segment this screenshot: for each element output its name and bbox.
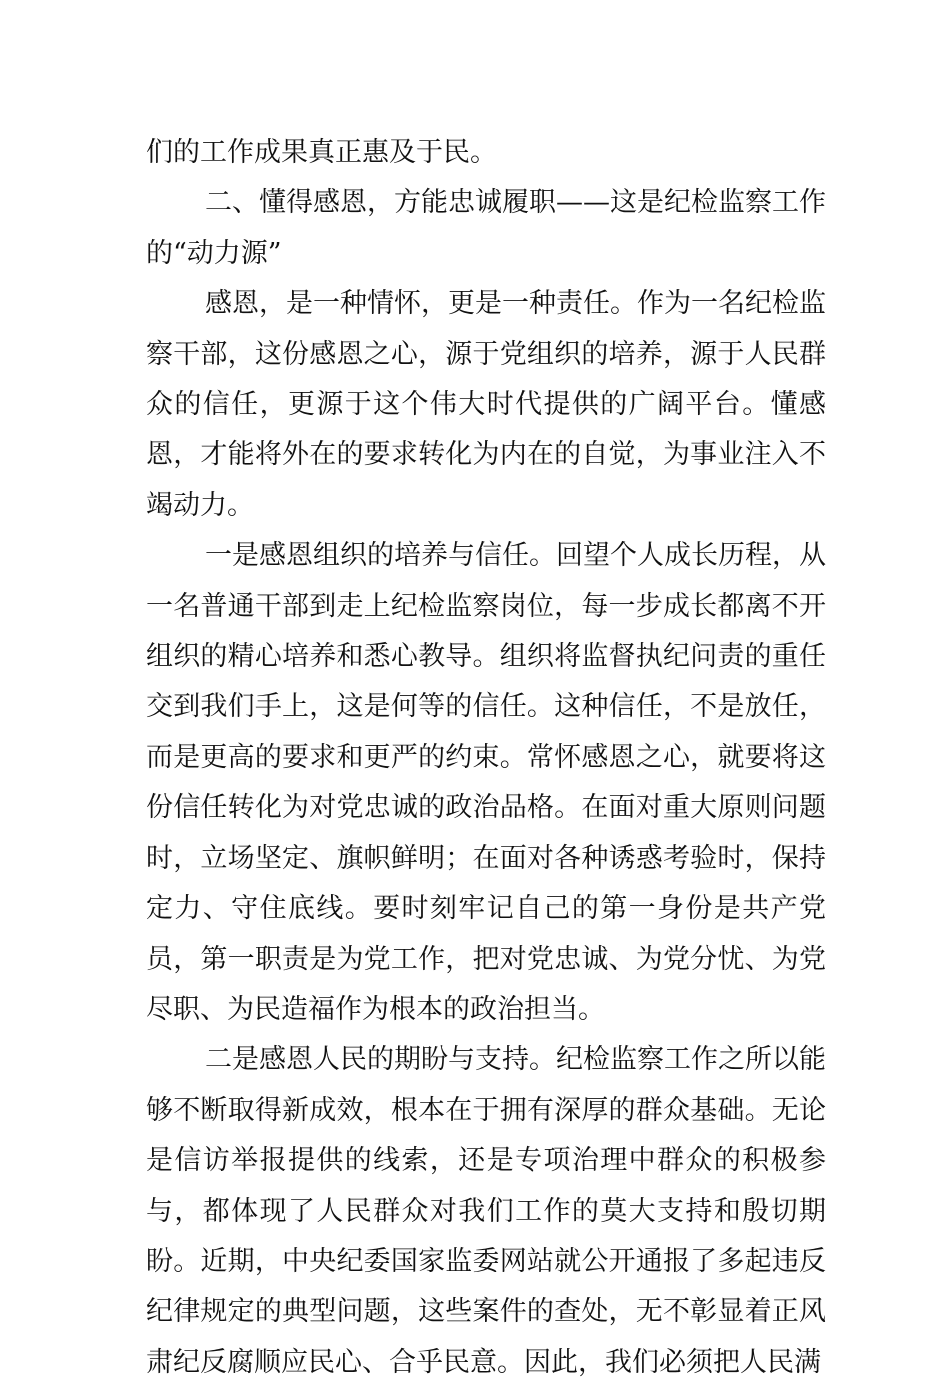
section-heading: 二、懂得感恩，方能忠诚履职——这是纪检监察工作的“动力源” — [146, 187, 826, 269]
paragraph-people: 二是感恩人民的期盼与支持。纪检监察工作之所以能够不断取得新成效，根本在于拥有深厚的群众基础。无论是信访举报提供的线索，还是专项治理中群众的积极参与，都体现了人民群众对我们工作的莫大支持和殷切期盼。近期，中央纪委国家监委网站就公开通报了多起违反纪律规定的典型问题，这些案件的查处，无不彰显着正风肃纪反腐顺应民心、合乎民意。因此，我们必须把人民满 — [146, 1044, 826, 1378]
paragraph-intro: 感恩，是一种情怀，更是一种责任。作为一名纪检监察干部，这份感恩之心，源于党组织的培养，源于人民群众的信任，更源于这个伟大时代提供的广阔平台。懂感恩，才能将外在的要求转化为内在的自觉，为事业注入不竭动力。 — [146, 288, 826, 521]
document-body — [146, 128, 826, 1388]
paragraph-continuation: 们的工作成果真正惠及于民。 — [146, 137, 497, 168]
paragraph-organization: 一是感恩组织的培养与信任。回望个人成长历程，从一名普通干部到走上纪检监察岗位，每一步成长都离不开组织的精心培养和悉心教导。组织将监督执纪问责的重任交到我们手上，这是何等的信任。这种信任，不是放任，而是更高的要求和更严的约束。常怀感恩之心，就要将这份信任转化为对党忠诚的政治品格。在面对重大原则问题时，立场坚定、旗帜鲜明；在面对各种诱惑考验时，保持定力、守住底线。要时刻牢记自己的第一身份是共产党员，第一职责是为党工作，把对党忠诚、为党分忧、为党尽职、为民造福作为根本的政治担当。 — [146, 540, 826, 1025]
